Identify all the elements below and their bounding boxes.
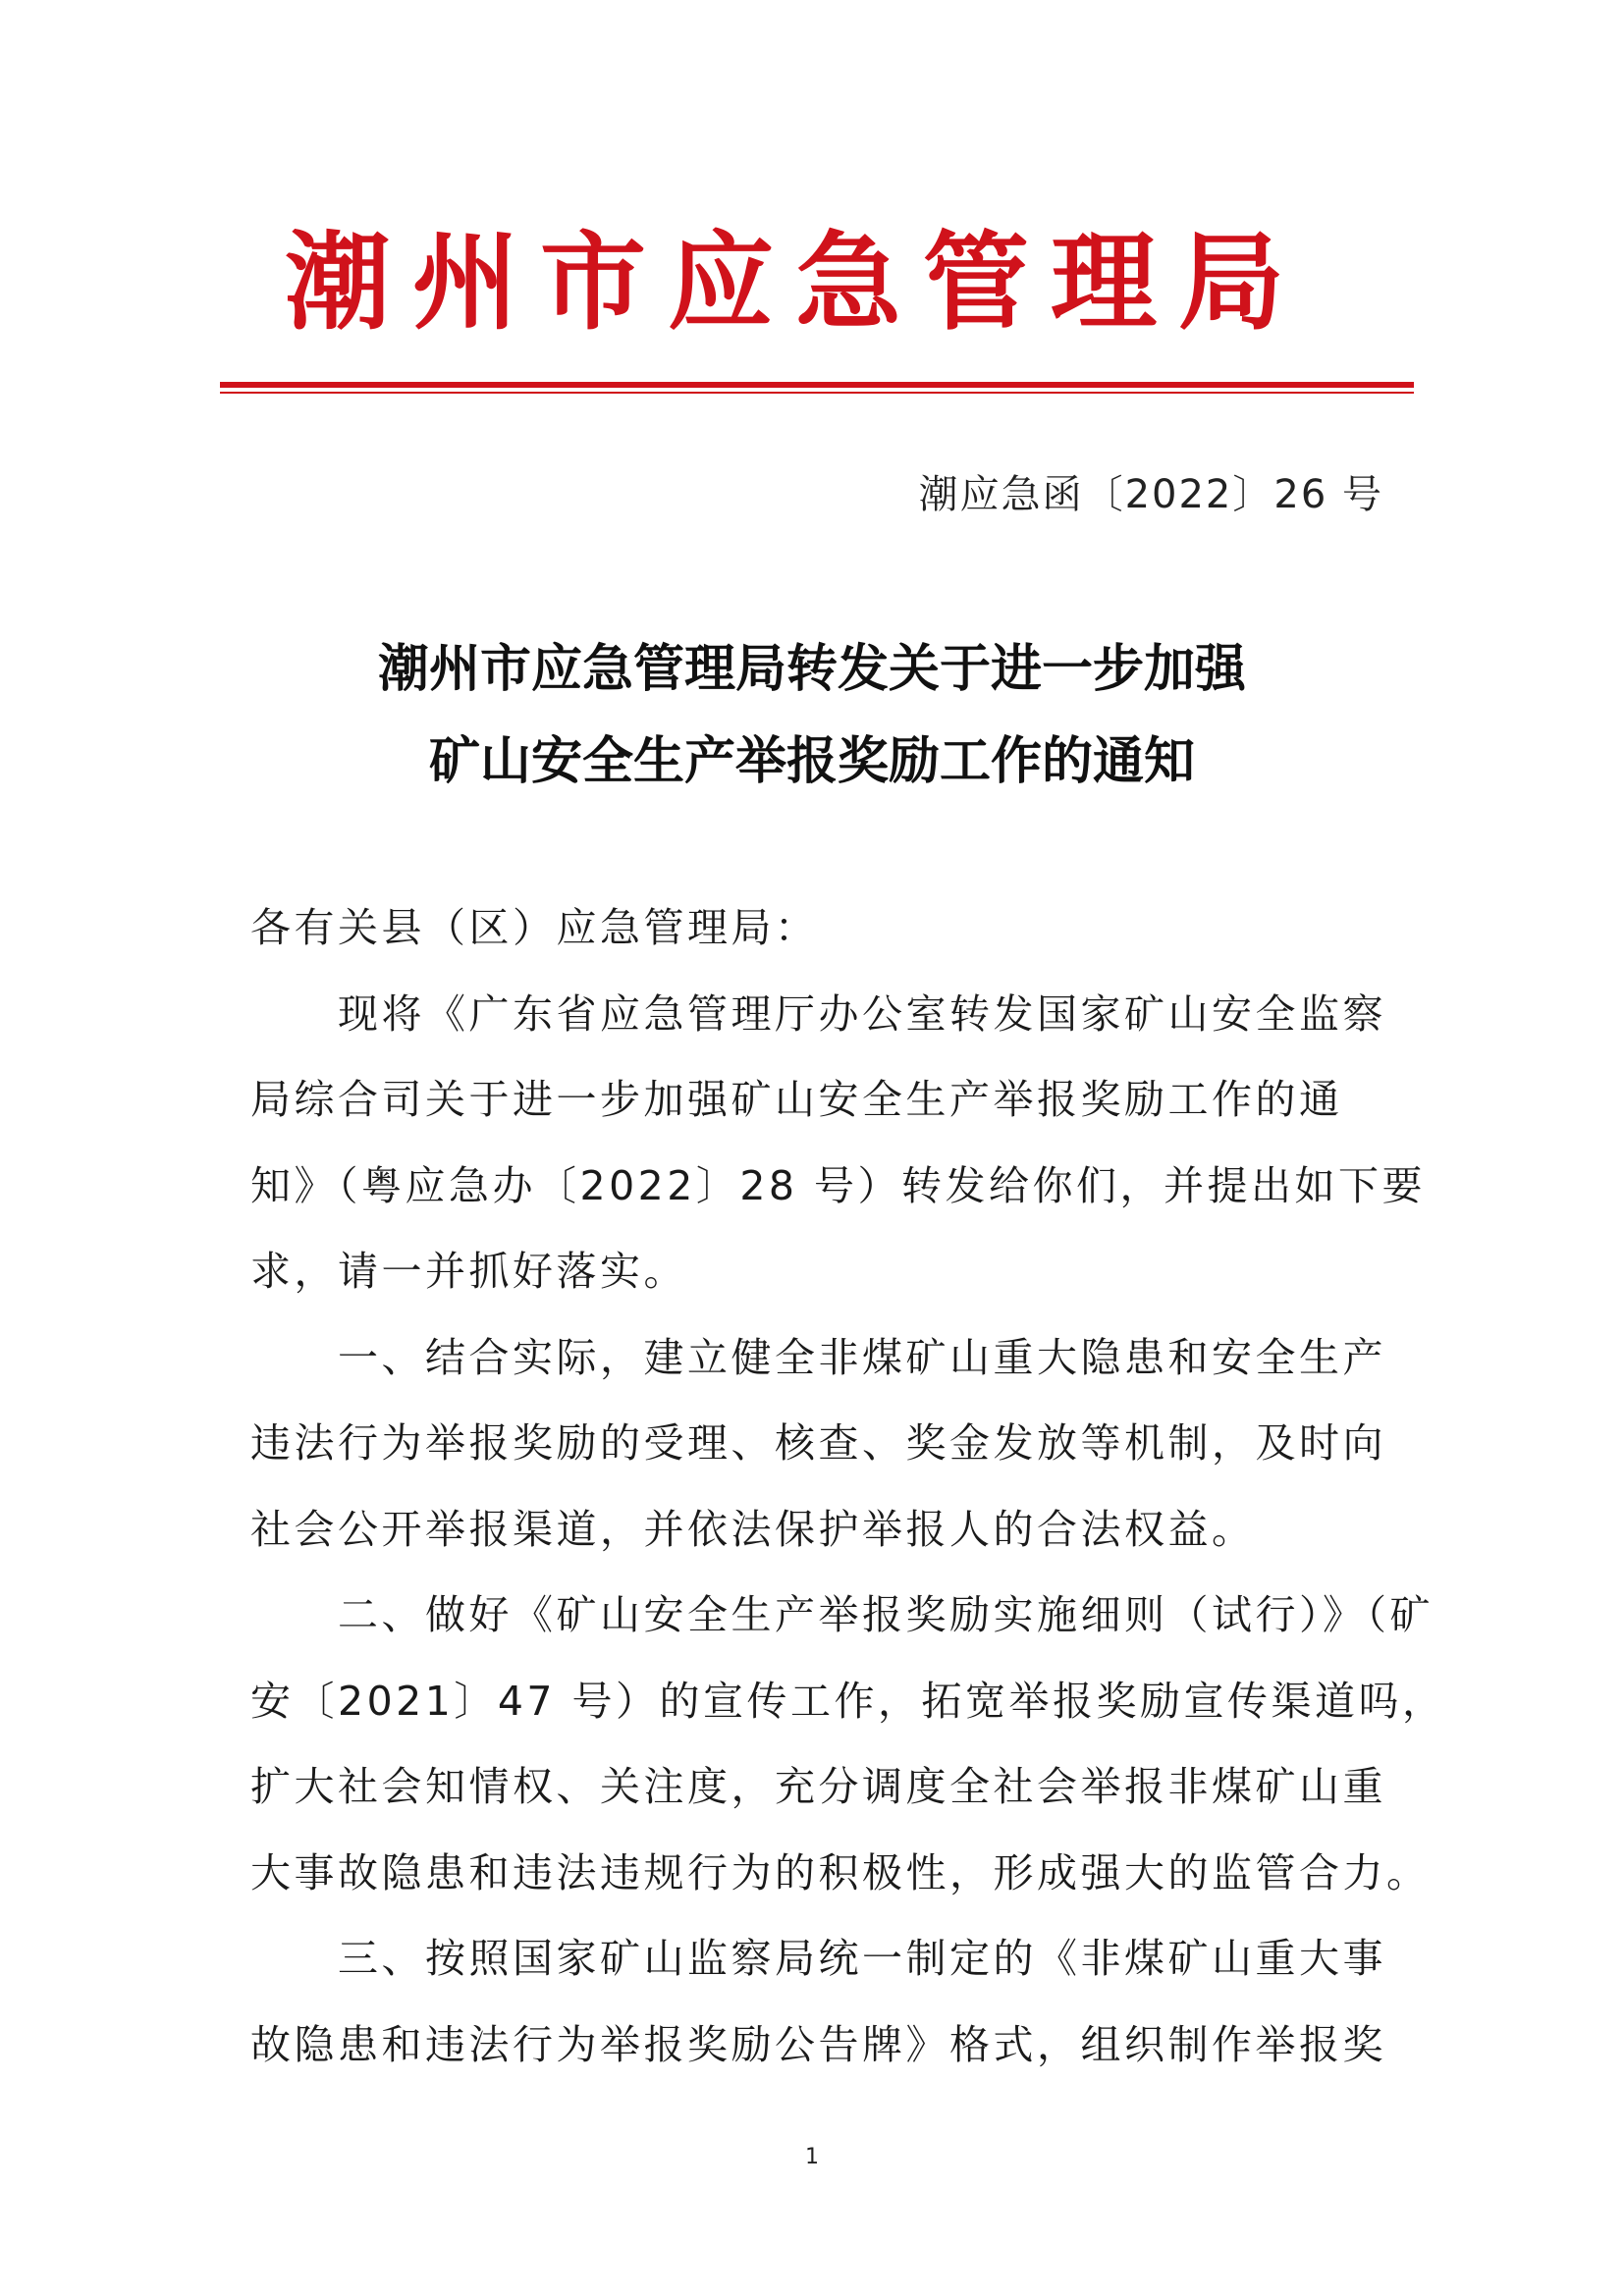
salutation: 各有关县（区）应急管理局： [250,904,819,951]
red-header-rule-thin [220,392,1414,394]
title-line-2: 矿山安全生产举报奖励工作的通知 [428,731,1195,791]
body-line: 扩大社会知情权、关注度，充分调度全社会举报非煤矿山重 [250,1763,1386,1810]
document-body [250,885,1446,2088]
body-line: 求，请一并抓好落实。 [250,1248,687,1295]
body-line: 一、结合实际，建立健全非煤矿山重大隐患和安全生产 [250,1333,1386,1381]
body-line: 违法行为举报奖励的受理、核查、奖金发放等机制，及时向 [250,1419,1386,1467]
document-title [221,623,1403,808]
body-line: 社会公开举报渠道，并依法保护举报人的合法权益。 [250,1505,1256,1553]
body-line: 局综合司关于进一步加强矿山安全生产举报奖励工作的通 [250,1076,1343,1123]
body-line: 三、按照国家矿山监察局统一制定的《非煤矿山重大事 [250,1935,1386,1982]
body-line: 二、做好《矿山安全生产举报奖励实施细则（试行）》（矿 [250,1591,1434,1638]
body-line: 知》（粤应急办〔2022〕28 号）转发给你们，并提出如下要 [250,1161,1427,1209]
body-line: 故隐患和违法行为举报奖励公告牌》格式，组织制作举报奖 [250,2020,1386,2068]
body-line: 现将《广东省应急管理厅办公室转发国家矿山安全监察 [250,989,1386,1038]
title-line-1: 潮州市应急管理局转发关于进一步加强 [377,639,1246,699]
red-header-rule [220,382,1414,388]
body-line: 安〔2021〕47 号）的宣传工作，拓宽举报奖励宣传渠道吗， [250,1677,1446,1725]
page-number: 1 [805,2145,819,2169]
agency-masthead: 潮州市应急管理局 [285,221,1307,345]
body-line: 大事故隐患和违法违规行为的积极性，形成强大的监管合力。 [250,1848,1431,1896]
document-number: 潮应急函〔2022〕26 号 [918,472,1383,517]
